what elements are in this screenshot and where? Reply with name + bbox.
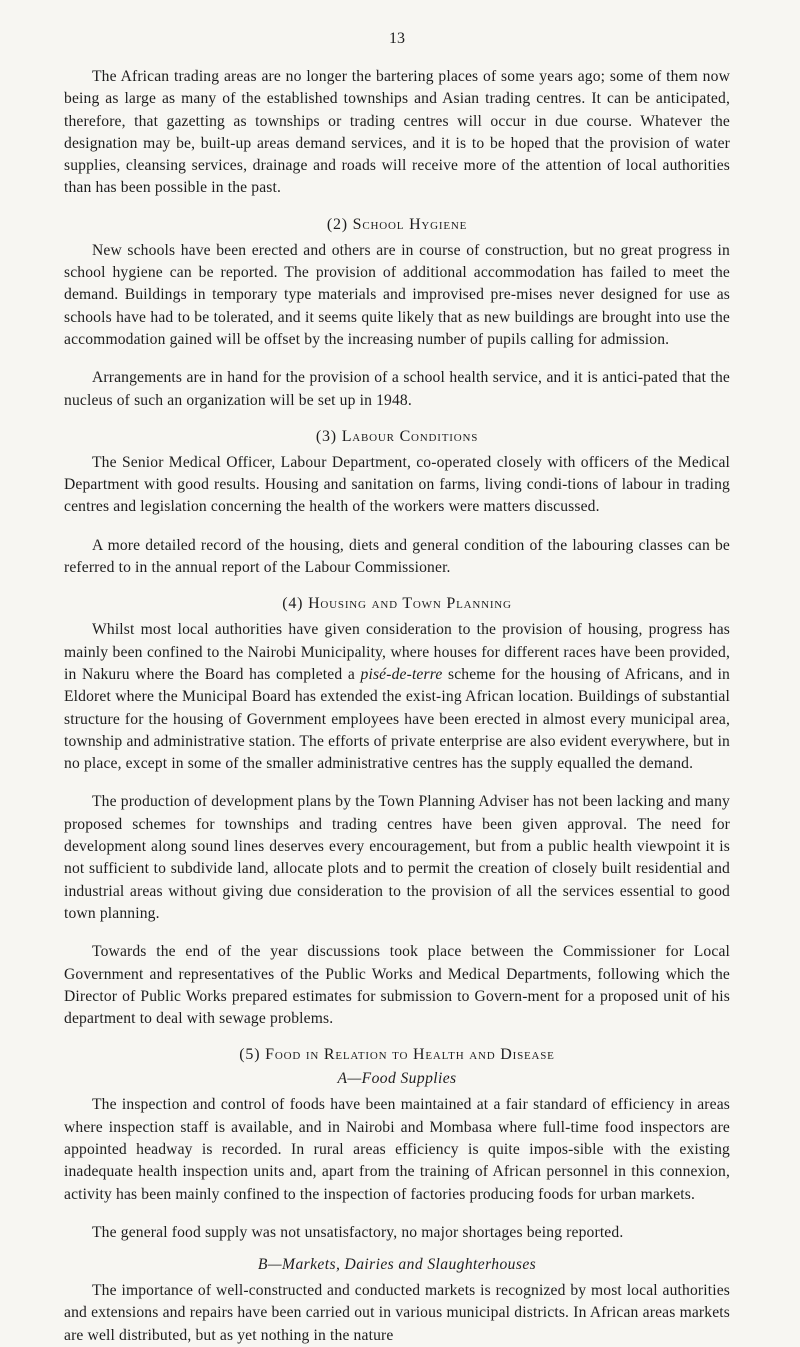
paragraph-trading-areas: The African trading areas are no longer the bartering places of some years ago; some of them now being as large as many of the established townships and Asian trading centres. It can be anticipated, therefore, that gazetting as townships or trading centres will occur in due course. Whatever the designation may be, built-up areas demand services, and it is to be hoped that the provision of water supplies, cleansing services, drainage and roads will receive more of the attention of local authorities than has been possible in the past. <box>64 68 730 197</box>
heading-labour-conditions: (3) Labour Conditions <box>315 427 479 445</box>
paragraph-food-inspection: The inspection and control of foods have been maintained at a fair standard of efficiency in areas where inspection staff is available, and in Nairobi and Mombasa where full-time food inspectors are appointed headway is recorded. In rural areas efficiency is quite impos-sible with the existing inadequate health inspection units and, apart from the training of African personnel in this connexion, activity has been mainly confined to the inspection of factories producing foods for urban markets. <box>64 1096 730 1203</box>
paragraph-labouring-classes: A more detailed record of the housing, diets and general condition of the labouring classes can be referred to in the annual report of the Labour Commissioner. <box>64 536 730 577</box>
paragraph-development-plans: The production of development plans by the Town Planning Adviser has not been lacking and many proposed schemes for townships and trading centres have been given approval. The need for development along sound lines deserves every encouragement, but from a public health viewpoint it is not sufficient to subdivide land, allocate plots and to permit the creation of closely built residential and industrial areas without giving due consideration to the provision of all the services essential to good town planning. <box>64 793 730 922</box>
paragraph-senior-medical-officer: The Senior Medical Officer, Labour Department, co-operated closely with officers of the Medical Department with good results. Housing and sanitation on farms, living condi-tions of labour in trading centres and legislation concerning the health of the workers were matters discussed. <box>64 453 730 516</box>
paragraph-new-schools: New schools have been erected and others are in course of construction, but no great progress in school hygiene can be reported. The provision of additional accommodation has failed to meet the demand. Buildings in temporary type materials and improvised pre-mises never designed for use as schools have had to be tolerated, and it seems quite likely that as new buildings are brought into use the accommodation gained will be offset by the increasing number of pupils calling for admission. <box>64 241 730 348</box>
subheading-food-supplies: A—Food Supplies <box>337 1070 457 1088</box>
paragraph-housing-progress <box>64 619 730 775</box>
paragraph-food-supply: The general food supply was not unsatisfactory, no major shortages being reported. <box>92 1223 624 1241</box>
heading-housing-town-planning: (4) Housing and Town Planning <box>282 595 512 613</box>
paragraph-housing-progress-part2: scheme for the housing of Africans, and in Eldoret where the Municipal Board has extended the exist-ing African location. Buildings of substantial structure for the housing of Government employees have been erected in almost every municipal area, township and administrative station. The efforts of private enterprise are also evident everywhere, but in no place, except in some of the smaller administrative centres has the supply equalled the demand. <box>64 665 731 773</box>
paragraph-housing-progress-part1: Whilst most local authorities have given consideration to the provision of housing, progress has mainly been confined to the Nairobi Municipality, where houses for different races have been provided, in Nakuru where the Board has completed a <box>64 621 730 683</box>
subheading-markets-dairies: B—Markets, Dairies and Slaughterhouses <box>257 1256 537 1274</box>
paragraph-sewage-discussions: Towards the end of the year discussions took place between the Commissioner for Local Government and representatives of the Public Works and Medical Departments, following which the Director of Public Works prepared estimates for submission to Govern-ment for a proposed unit of his department to deal with sewage problems. <box>64 943 730 1028</box>
page-number: 13 <box>389 30 405 47</box>
paragraph-school-health-service: Arrangements are in hand for the provision of a school health service, and it is antici-pated that the nucleus of such an organization will be set up in 1948. <box>64 369 730 409</box>
pise-de-terre-term: pisé-de-terre <box>360 665 443 683</box>
heading-school-hygiene: (2) School Hygiene <box>326 215 468 233</box>
paragraph-markets: The importance of well-constructed and conducted markets is recognized by most local authorities and extensions and repairs have been carried out in various municipal districts. In African areas markets are well distributed, but as yet nothing in the nature <box>64 1282 730 1344</box>
heading-food-health: (5) Food in Relation to Health and Disease <box>239 1046 555 1064</box>
